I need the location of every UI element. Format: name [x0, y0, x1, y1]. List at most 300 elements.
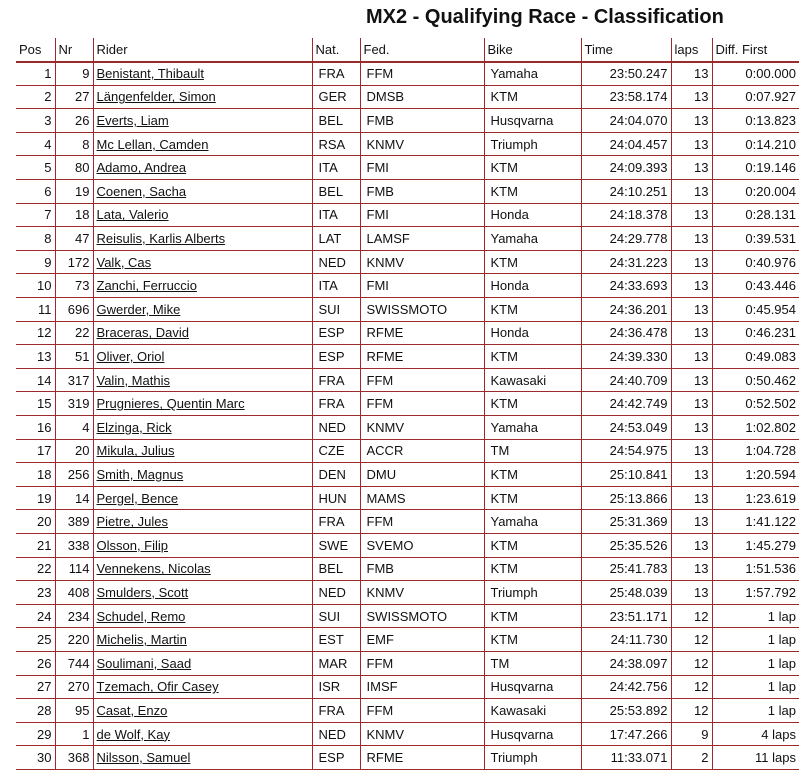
bike-cell: Kawasaki	[484, 699, 581, 723]
nat-cell: SUI	[312, 298, 360, 322]
table-row	[16, 368, 799, 392]
table-row	[16, 651, 799, 675]
fed-cell: FMB	[360, 109, 484, 133]
rider-cell	[93, 486, 312, 510]
nat-cell: ESP	[312, 345, 360, 369]
rider-cell	[93, 557, 312, 581]
rider-link[interactable]: Everts, Liam	[96, 113, 169, 129]
pos-cell: 11	[16, 298, 55, 322]
pos-cell: 2	[16, 85, 55, 109]
time-cell: 25:35.526	[581, 533, 671, 557]
nr-cell: 27	[55, 85, 93, 109]
diff-first-cell: 0:43.446	[712, 274, 799, 298]
fed-cell: KNMV	[360, 722, 484, 746]
bike-cell: KTM	[484, 533, 581, 557]
diff-first-cell: 0:45.954	[712, 298, 799, 322]
pos-cell: 16	[16, 416, 55, 440]
table-row	[16, 510, 799, 534]
laps-cell: 13	[671, 581, 712, 605]
time-cell: 25:53.892	[581, 699, 671, 723]
rider-cell	[93, 345, 312, 369]
nat-cell: FRA	[312, 392, 360, 416]
diff-first-cell: 0:13.823	[712, 109, 799, 133]
diff-first-cell: 1:51.536	[712, 557, 799, 581]
nr-cell: 9	[55, 62, 93, 86]
table-row	[16, 746, 799, 770]
rider-cell	[93, 227, 312, 251]
rider-cell	[93, 392, 312, 416]
bike-cell: Yamaha	[484, 510, 581, 534]
nr-cell: 234	[55, 604, 93, 628]
rider-cell	[93, 321, 312, 345]
diff-first-cell: 0:49.083	[712, 345, 799, 369]
pos-cell: 8	[16, 227, 55, 251]
nat-cell: ESP	[312, 321, 360, 345]
nat-cell: EST	[312, 628, 360, 652]
rider-link[interactable]: Valin, Mathis	[96, 372, 170, 388]
pos-cell: 30	[16, 746, 55, 770]
table-row	[16, 274, 799, 298]
rider-link[interactable]: Smulders, Scott	[96, 584, 189, 600]
pos-cell: 19	[16, 486, 55, 510]
time-cell: 24:38.097	[581, 651, 671, 675]
table-row	[16, 345, 799, 369]
time-cell: 23:50.247	[581, 62, 671, 86]
fed-cell: FMI	[360, 274, 484, 298]
diff-first-cell: 1 lap	[712, 628, 799, 652]
laps-cell: 13	[671, 180, 712, 204]
rider-link[interactable]: Prugnieres, Quentin Marc	[96, 396, 245, 412]
bike-cell: Triumph	[484, 746, 581, 770]
table-row	[16, 62, 799, 86]
time-cell: 25:41.783	[581, 557, 671, 581]
rider-cell	[93, 533, 312, 557]
rider-cell	[93, 722, 312, 746]
rider-cell	[93, 250, 312, 274]
laps-cell: 13	[671, 557, 712, 581]
fed-cell: EMF	[360, 628, 484, 652]
nr-cell: 1	[55, 722, 93, 746]
bike-cell: KTM	[484, 604, 581, 628]
laps-cell: 13	[671, 416, 712, 440]
laps-cell: 13	[671, 227, 712, 251]
time-cell: 24:29.778	[581, 227, 671, 251]
rider-link[interactable]: Pergel, Bence	[96, 490, 179, 506]
header-nat: Nat.	[312, 38, 360, 62]
diff-first-cell: 4 laps	[712, 722, 799, 746]
time-cell: 24:36.478	[581, 321, 671, 345]
nr-cell: 744	[55, 651, 93, 675]
diff-first-cell: 1:45.279	[712, 533, 799, 557]
rider-cell	[93, 203, 312, 227]
diff-first-cell: 0:28.131	[712, 203, 799, 227]
diff-first-cell: 1 lap	[712, 699, 799, 723]
table-row	[16, 85, 799, 109]
bike-cell: KTM	[484, 392, 581, 416]
nr-cell: 14	[55, 486, 93, 510]
nr-cell: 19	[55, 180, 93, 204]
rider-link[interactable]: Elzinga, Rick	[96, 419, 172, 435]
bike-cell: Husqvarna	[484, 109, 581, 133]
table-row	[16, 699, 799, 723]
nr-cell: 172	[55, 250, 93, 274]
rider-link[interactable]: Oliver, Oriol	[96, 349, 165, 365]
header-fed: Fed.	[360, 38, 484, 62]
rider-link[interactable]: Soulimani, Saad	[96, 655, 192, 671]
laps-cell: 13	[671, 368, 712, 392]
nat-cell: RSA	[312, 132, 360, 156]
nr-cell: 256	[55, 463, 93, 487]
rider-cell	[93, 298, 312, 322]
rider-cell	[93, 675, 312, 699]
nat-cell: NED	[312, 581, 360, 605]
bike-cell: Husqvarna	[484, 722, 581, 746]
rider-link[interactable]: Mikula, Julius	[96, 443, 175, 459]
pos-cell: 18	[16, 463, 55, 487]
rider-cell	[93, 416, 312, 440]
time-cell: 24:42.749	[581, 392, 671, 416]
nr-cell: 8	[55, 132, 93, 156]
fed-cell: FMI	[360, 203, 484, 227]
table-row	[16, 463, 799, 487]
fed-cell: IMSF	[360, 675, 484, 699]
fed-cell: FMB	[360, 557, 484, 581]
time-cell: 24:54.975	[581, 439, 671, 463]
rider-link[interactable]: Nilsson, Samuel	[96, 750, 191, 766]
fed-cell: RFME	[360, 321, 484, 345]
diff-first-cell: 1 lap	[712, 675, 799, 699]
fed-cell: SWISSMOTO	[360, 604, 484, 628]
time-cell: 24:42.756	[581, 675, 671, 699]
nat-cell: ITA	[312, 203, 360, 227]
pos-cell: 6	[16, 180, 55, 204]
laps-cell: 13	[671, 321, 712, 345]
classification-table	[16, 38, 799, 770]
fed-cell: LAMSF	[360, 227, 484, 251]
rider-link[interactable]: Michelis, Martin	[96, 632, 187, 648]
rider-cell	[93, 109, 312, 133]
pos-cell: 9	[16, 250, 55, 274]
laps-cell: 13	[671, 156, 712, 180]
header-laps: laps	[671, 38, 712, 62]
table-row	[16, 298, 799, 322]
rider-link[interactable]: Reisulis, Karlis Alberts	[96, 231, 226, 247]
nr-cell: 80	[55, 156, 93, 180]
time-cell: 24:39.330	[581, 345, 671, 369]
nat-cell: ESP	[312, 746, 360, 770]
table-row	[16, 604, 799, 628]
bike-cell: KTM	[484, 180, 581, 204]
time-cell: 24:04.070	[581, 109, 671, 133]
rider-cell	[93, 156, 312, 180]
nat-cell: ITA	[312, 156, 360, 180]
rider-link[interactable]: Zanchi, Ferruccio	[96, 278, 197, 294]
laps-cell: 13	[671, 85, 712, 109]
pos-cell: 12	[16, 321, 55, 345]
nat-cell: SWE	[312, 533, 360, 557]
pos-cell: 14	[16, 368, 55, 392]
rider-link[interactable]: Casat, Enzo	[96, 702, 168, 718]
nr-cell: 319	[55, 392, 93, 416]
nr-cell: 18	[55, 203, 93, 227]
laps-cell: 13	[671, 132, 712, 156]
fed-cell: KNMV	[360, 581, 484, 605]
rider-cell	[93, 180, 312, 204]
fed-cell: KNMV	[360, 250, 484, 274]
diff-first-cell: 0:07.927	[712, 85, 799, 109]
pos-cell: 27	[16, 675, 55, 699]
laps-cell: 9	[671, 722, 712, 746]
header-pos: Pos	[16, 38, 55, 62]
table-row	[16, 392, 799, 416]
fed-cell: FFM	[360, 510, 484, 534]
nr-cell: 95	[55, 699, 93, 723]
nr-cell: 73	[55, 274, 93, 298]
header-nr: Nr	[55, 38, 93, 62]
laps-cell: 12	[671, 699, 712, 723]
nat-cell: FRA	[312, 699, 360, 723]
diff-first-cell: 1:20.594	[712, 463, 799, 487]
fed-cell: FFM	[360, 651, 484, 675]
rider-link[interactable]: Vennekens, Nicolas	[96, 561, 211, 577]
nr-cell: 368	[55, 746, 93, 770]
rider-link[interactable]: Valk, Cas	[96, 254, 152, 270]
nr-cell: 270	[55, 675, 93, 699]
laps-cell: 12	[671, 628, 712, 652]
rider-link[interactable]: Tzemach, Ofir Casey	[96, 679, 219, 695]
rider-cell	[93, 581, 312, 605]
bike-cell: KTM	[484, 463, 581, 487]
fed-cell: DMSB	[360, 85, 484, 109]
time-cell: 24:33.693	[581, 274, 671, 298]
pos-cell: 10	[16, 274, 55, 298]
rider-cell	[93, 132, 312, 156]
nat-cell: HUN	[312, 486, 360, 510]
nat-cell: FRA	[312, 368, 360, 392]
rider-cell	[93, 651, 312, 675]
nat-cell: FRA	[312, 62, 360, 86]
diff-first-cell: 0:50.462	[712, 368, 799, 392]
rider-link[interactable]: Mc Lellan, Camden	[96, 136, 209, 152]
table-row	[16, 581, 799, 605]
nat-cell: LAT	[312, 227, 360, 251]
rider-cell	[93, 85, 312, 109]
pos-cell: 13	[16, 345, 55, 369]
rider-cell	[93, 62, 312, 86]
laps-cell: 13	[671, 203, 712, 227]
fed-cell: SVEMO	[360, 533, 484, 557]
header-time: Time	[581, 38, 671, 62]
bike-cell: Yamaha	[484, 416, 581, 440]
time-cell: 24:31.223	[581, 250, 671, 274]
bike-cell: Triumph	[484, 581, 581, 605]
nr-cell: 114	[55, 557, 93, 581]
pos-cell: 4	[16, 132, 55, 156]
nr-cell: 338	[55, 533, 93, 557]
nr-cell: 22	[55, 321, 93, 345]
rider-cell	[93, 628, 312, 652]
rider-cell	[93, 463, 312, 487]
rider-link[interactable]: Benistant, Thibault	[96, 66, 204, 82]
nr-cell: 317	[55, 368, 93, 392]
nat-cell: MAR	[312, 651, 360, 675]
page-title: MX2 - Qualifying Race - Classification	[366, 6, 724, 28]
table-row	[16, 628, 799, 652]
time-cell: 25:48.039	[581, 581, 671, 605]
pos-cell: 20	[16, 510, 55, 534]
nat-cell: SUI	[312, 604, 360, 628]
bike-cell: TM	[484, 439, 581, 463]
table-row	[16, 416, 799, 440]
table-row	[16, 675, 799, 699]
time-cell: 25:31.369	[581, 510, 671, 534]
diff-first-cell: 0:00.000	[712, 62, 799, 86]
bike-cell: KTM	[484, 628, 581, 652]
fed-cell: FFM	[360, 62, 484, 86]
table-row	[16, 227, 799, 251]
fed-cell: SWISSMOTO	[360, 298, 484, 322]
table-row	[16, 321, 799, 345]
time-cell: 23:51.171	[581, 604, 671, 628]
laps-cell: 13	[671, 62, 712, 86]
rider-link[interactable]: Adamo, Andrea	[96, 160, 187, 176]
diff-first-cell: 0:52.502	[712, 392, 799, 416]
pos-cell: 3	[16, 109, 55, 133]
header-bike: Bike	[484, 38, 581, 62]
laps-cell: 2	[671, 746, 712, 770]
rider-link[interactable]: Coenen, Sacha	[96, 183, 187, 199]
header-rider: Rider	[93, 38, 312, 62]
rider-link[interactable]: Smith, Magnus	[96, 466, 184, 482]
time-cell: 24:53.049	[581, 416, 671, 440]
diff-first-cell: 0:46.231	[712, 321, 799, 345]
bike-cell: Kawasaki	[484, 368, 581, 392]
rider-cell	[93, 274, 312, 298]
nat-cell: CZE	[312, 439, 360, 463]
nr-cell: 696	[55, 298, 93, 322]
laps-cell: 13	[671, 345, 712, 369]
time-cell: 24:40.709	[581, 368, 671, 392]
diff-first-cell: 1:23.619	[712, 486, 799, 510]
diff-first-cell: 1 lap	[712, 604, 799, 628]
table-row	[16, 156, 799, 180]
rider-link[interactable]: Pietre, Jules	[96, 514, 169, 530]
diff-first-cell: 1:57.792	[712, 581, 799, 605]
laps-cell: 13	[671, 486, 712, 510]
rider-link[interactable]: Olsson, Filip	[96, 537, 169, 553]
laps-cell: 13	[671, 274, 712, 298]
time-cell: 11:33.071	[581, 746, 671, 770]
pos-cell: 22	[16, 557, 55, 581]
nat-cell: NED	[312, 722, 360, 746]
diff-first-cell: 0:39.531	[712, 227, 799, 251]
table-row	[16, 557, 799, 581]
nat-cell: NED	[312, 250, 360, 274]
nr-cell: 389	[55, 510, 93, 534]
nr-cell: 51	[55, 345, 93, 369]
pos-cell: 1	[16, 62, 55, 86]
bike-cell: Yamaha	[484, 227, 581, 251]
bike-cell: Honda	[484, 203, 581, 227]
table-row	[16, 203, 799, 227]
laps-cell: 12	[671, 675, 712, 699]
diff-first-cell: 0:20.004	[712, 180, 799, 204]
diff-first-cell: 11 laps	[712, 746, 799, 770]
fed-cell: FFM	[360, 368, 484, 392]
time-cell: 24:09.393	[581, 156, 671, 180]
nat-cell: DEN	[312, 463, 360, 487]
fed-cell: FFM	[360, 699, 484, 723]
laps-cell: 13	[671, 533, 712, 557]
fed-cell: RFME	[360, 746, 484, 770]
laps-cell: 13	[671, 298, 712, 322]
time-cell: 24:18.378	[581, 203, 671, 227]
rider-cell	[93, 746, 312, 770]
laps-cell: 13	[671, 439, 712, 463]
rider-link[interactable]: Schudel, Remo	[96, 608, 186, 624]
bike-cell: Honda	[484, 321, 581, 345]
rider-cell	[93, 510, 312, 534]
nat-cell: BEL	[312, 557, 360, 581]
table-row	[16, 533, 799, 557]
diff-first-cell: 1:04.728	[712, 439, 799, 463]
fed-cell: FMI	[360, 156, 484, 180]
rider-cell	[93, 439, 312, 463]
bike-cell: Honda	[484, 274, 581, 298]
laps-cell: 13	[671, 250, 712, 274]
fed-cell: KNMV	[360, 132, 484, 156]
header-diff-first: Diff. First	[712, 38, 799, 62]
laps-cell: 12	[671, 651, 712, 675]
laps-cell: 12	[671, 604, 712, 628]
pos-cell: 5	[16, 156, 55, 180]
time-cell: 24:10.251	[581, 180, 671, 204]
rider-link[interactable]: Braceras, David	[96, 325, 189, 341]
fed-cell: KNMV	[360, 416, 484, 440]
fed-cell: MAMS	[360, 486, 484, 510]
nat-cell: FRA	[312, 510, 360, 534]
table-row	[16, 250, 799, 274]
fed-cell: ACCR	[360, 439, 484, 463]
rider-link[interactable]: Längenfelder, Simon	[96, 89, 216, 105]
diff-first-cell: 0:14.210	[712, 132, 799, 156]
bike-cell: KTM	[484, 156, 581, 180]
pos-cell: 21	[16, 533, 55, 557]
time-cell: 17:47.266	[581, 722, 671, 746]
bike-cell: KTM	[484, 85, 581, 109]
pos-cell: 26	[16, 651, 55, 675]
rider-link[interactable]: de Wolf, Kay	[96, 726, 170, 742]
nr-cell: 26	[55, 109, 93, 133]
nat-cell: BEL	[312, 180, 360, 204]
bike-cell: Triumph	[484, 132, 581, 156]
time-cell: 24:04.457	[581, 132, 671, 156]
laps-cell: 13	[671, 463, 712, 487]
rider-link[interactable]: Gwerder, Mike	[96, 301, 181, 317]
table-row	[16, 109, 799, 133]
time-cell: 25:10.841	[581, 463, 671, 487]
diff-first-cell: 0:19.146	[712, 156, 799, 180]
pos-cell: 15	[16, 392, 55, 416]
nat-cell: NED	[312, 416, 360, 440]
table-row	[16, 180, 799, 204]
rider-link[interactable]: Lata, Valerio	[96, 207, 169, 223]
laps-cell: 13	[671, 392, 712, 416]
bike-cell: KTM	[484, 250, 581, 274]
pos-cell: 24	[16, 604, 55, 628]
pos-cell: 28	[16, 699, 55, 723]
nat-cell: BEL	[312, 109, 360, 133]
